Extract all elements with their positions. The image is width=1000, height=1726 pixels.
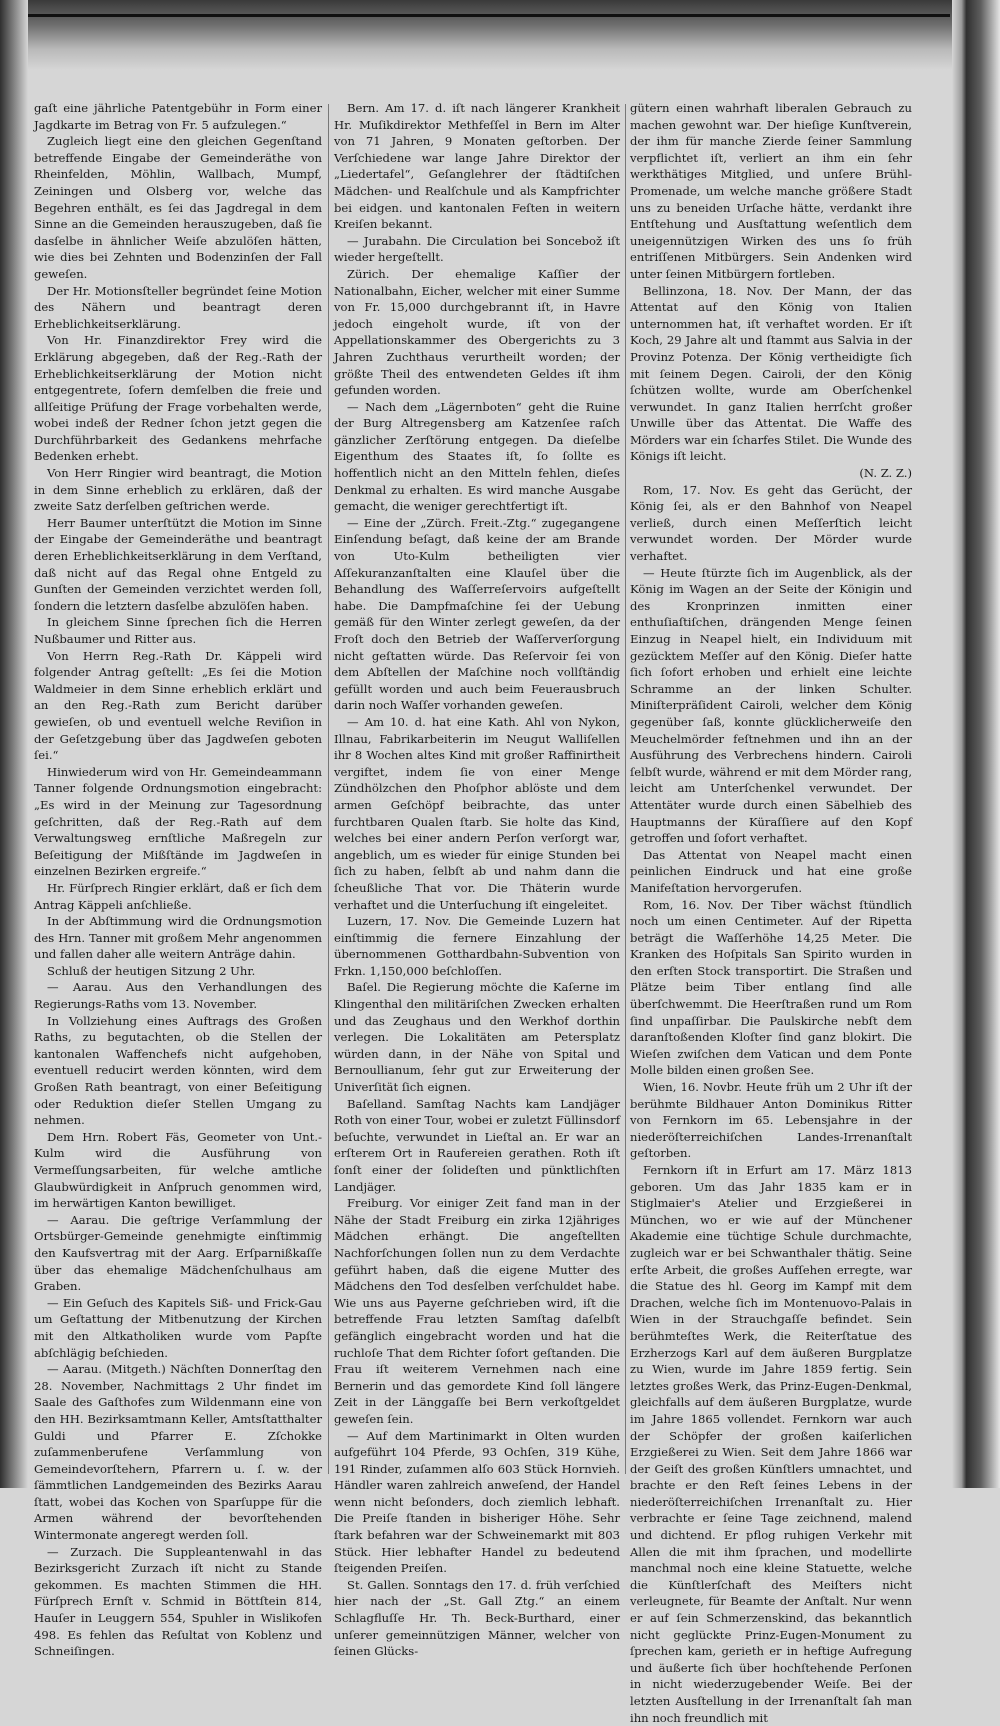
source-credit: (N. Z. Z.) <box>859 466 912 481</box>
paragraph: — Heute ſtürzte ſich im Augenblick, als der König im Wagen an der Seite der Königin und des Kronprinzen inmitten einer enthuſiaſtiſchen, drängenden Menge ſeinen Einzug in Neapel hielt, ein Individuum mit gezücktem Meſſer auf den König. Dieſer hatte ſich ſofort erhoben und erhielt eine leichte Schramme an der linken Schulter. Miniſterpräſident Cairoli, welcher dem König gegenüber ſaß, konnte glücklicherweiſe den Meuchelmörder feſtnehmen und ihn an der Ausführung des Verbrechens hindern. Cairoli ſelbſt wurde, während er mit dem Mörder rang, leicht am Unterſchenkel verwundet. Der Attentäter wurde durch einen Säbelhieb des Hauptmanns der Küraſſiere auf den Kopf getroffen und ſofort verhaftet. <box>630 565 912 846</box>
newspaper-page <box>34 100 914 1725</box>
paragraph: Zürich. Der ehemalige Kaſſier der Nationalbahn, Eicher, welcher mit einer Summe von Fr. 15,000 durchgebrannt iſt, in Havre jedoch eingeholt wurde, iſt von der Appellationskammer des Obergerichts zu 3 Jahren Zuchthaus verurtheilt worden; der größte Theil des entwendeten Geldes iſt ihm gefunden worden. <box>334 266 620 398</box>
paragraph: Herr Baumer unterſtützt die Motion im Sinne der Eingabe der Gemeinderäthe und beantragt deren Erheblichkeitserklärung in dem Verſtand, daß nicht auf das Regal ohne Entgeld zu Gunſten der Gemeinden verzichtet werden ſoll, ſondern die letztern dasſelbe abzulöſen haben. <box>34 515 322 613</box>
paragraph: Luzern, 17. Nov. Die Gemeinde Luzern hat einſtimmig die fernere Einzahlung der übernommenen Gotthardbahn-Subvention von Frkn. 1,150,000 beſchloſſen. <box>334 914 620 978</box>
paragraph: Das Attentat von Neapel macht einen peinlichen Eindruck und hat eine große Manifeſtation hervorgerufen. <box>630 847 912 895</box>
paragraph: gütern einen wahrhaft liberalen Gebrauch zu machen gewohnt war. Der hieſige Kunſtverein, der ihm für manche Zierde ſeiner Sammlung verpflichtet iſt, verliert an ihm ein ſehr werkthätiges Mitglied, und unſere Brühl-Promenade, um welche manche größere Stadt uns zu beneiden Urſache hätte, verdankt ihre Entſtehung und Ausſtattung weſentlich dem uneigennützigen Wirken des uns ſo früh entriſſenen Mitbürgers. Sein Andenken wird unter ſeinen Mitbürgern fortleben. <box>630 101 912 281</box>
paragraph: Bern. Am 17. d. iſt nach längerer Krankheit Hr. Muſikdirektor Methfeſſel in Bern im Alter von 71 Jahren, 9 Monaten geſtorben. Der Verſchiedene war lange Jahre Direktor der „Liedertafel“, Geſanglehrer der ſtädtiſchen Mädchen- und Realſchule und als Kampfrichter bei eidgen. und kantonalen Feſten in weitern Kreiſen bekannt. <box>334 101 620 232</box>
scan-top-edge <box>0 0 1000 70</box>
paragraph: In Vollziehung eines Auftrags des Großen Raths, zu begutachten, ob die Stellen der kantonalen Waffenchefs nicht aufgehoben, eventuell reducirt werden könnten, wird dem Großen Rath beantragt, von einer Beſeitigung oder Reduktion dieſer Stellen Umgang zu nehmen. <box>34 1013 322 1128</box>
scan-right-edge <box>952 0 1000 1488</box>
paragraph: Hinwiederum wird von Hr. Gemeindeammann Tanner folgende Ordnungsmotion eingebracht: „Es wird in der Meinung zur Tagesordnung geſchritten, daß der Reg.-Rath auf dem Verwaltungsweg ernſtliche Maßregeln zur Beſeitigung der Mißſtände im Jagdweſen in einzelnen Bezirken ergreife.“ <box>34 764 322 879</box>
paragraph: Der Hr. Motionsſteller begründet ſeine Motion des Nähern und beantragt deren Erheblichkeitserklärung. <box>34 283 322 331</box>
paragraph: Von Hr. Finanzdirektor Frey wird die Erklärung abgegeben, daß der Reg.-Rath der Erheblichkeitserklärung der Motion nicht entgegentrete, ſofern demſelben die freie und allſeitige Prüfung der Frage vorbehalten werde, wobei indeß der Redner ſchon jetzt gegen die Durchführbarkeit des Gedankens mehrfache Bedenken erhebt. <box>34 333 322 464</box>
paragraph: Baſel. Die Regierung möchte die Kaſerne im Klingenthal den militäriſchen Zwecken erhalten und das Zeughaus und den Werkhof dorthin verlegen. Die Lokalitäten am Petersplatz würden dann, in der Nähe von Spital und Bernoullianum, ſehr gut zur Erweiterung der Univerſität ſich eignen. <box>334 980 620 1095</box>
paragraph: — Aarau. Aus den Verhandlungen des Regierungs-Raths vom 13. November. <box>34 980 322 1012</box>
paragraph: Von Herr Ringier wird beantragt, die Motion in dem Sinne erheblich zu erklären, daß der zweite Satz derſelben geſtrichen werde. <box>34 466 322 514</box>
paragraph: Wien, 16. Novbr. Heute früh um 2 Uhr iſt der berühmte Bildhauer Anton Dominikus Ritter von Fernkorn im 65. Lebensjahre in der niederöſterreichiſchen Landes-Irrenanſtalt geſtorben. <box>630 1080 912 1161</box>
paragraph: Hr. Fürſprech Ringier erklärt, daß er ſich dem Antrag Käppeli anſchließe. <box>34 880 322 912</box>
paragraph: St. Gallen. Sonntags den 17. d. früh verſchied hier nach der „St. Gall Ztg.“ an einem Schlagfluſſe Hr. Th. Beck-Burthard, einer unſerer gemeinnützigen Männer, welcher von ſeinen Glücks- <box>334 1577 620 1659</box>
column-rule <box>625 104 626 1474</box>
paragraph: — Zurzach. Die Suppleantenwahl in das Bezirksgericht Zurzach iſt nicht zu Stande gekommen. Es machten Stimmen die HH. Fürſprech Ernſt v. Schmid in Böttſtein 814, Hauſer in Leuggern 554, Spuhler in Wislikofen 498. Es fehlen das Reſultat von Koblenz und Schneiſingen. <box>34 1544 322 1659</box>
paragraph: Zugleich liegt eine den gleichen Gegenſtand betreffende Eingabe der Gemeinderäthe von Rheinfelden, Möhlin, Wallbach, Mumpf, Zeiningen und Olsberg vor, welche das Begehren enthält, es ſei das Jagdregal in dem Sinne an die Gemeinden herauszugeben, daß ſie dasſelbe in ähnlicher Weiſe abzulöſen hätten, wie dies bei Zehnten und Bodenzinſen der Fall geweſen. <box>34 134 322 281</box>
column-3 <box>630 100 912 1725</box>
paragraph: Dem Hrn. Robert Fäs, Geometer von Unt.-Kulm wird die Ausführung von Vermeſſungsarbeiten, für welche amtliche Glaubwürdigkeit in Anſpruch genommen wird, im herwärtigen Kanton bewilliget. <box>34 1129 322 1211</box>
column-1 <box>34 100 322 1659</box>
paragraph: — Nach dem „Lägernboten“ geht die Ruine der Burg Altregensberg am Katzenſee raſch gänzlicher Zerſtörung entgegen. Da dieſelbe Eigenthum des Staates iſt, ſo ſollte es hoffentlich nicht an den Mitteln fehlen, dieſes Denkmal zu erhalten. Es wird manche Ausgabe gemacht, die weniger gerechtfertigt iſt. <box>334 399 620 514</box>
column-rule <box>328 104 329 1474</box>
paragraph: Schluß der heutigen Sitzung 2 Uhr. <box>47 963 256 978</box>
paragraph: Fernkorn iſt in Erfurt am 17. März 1813 geboren. Um das Jahr 1835 kam er in Stiglmaier's Atelier und Erzgießerei in München, wo er wie auf der Münchener Akademie eine tüchtige Schule durchmachte, zugleich war er bei Schwanthaler thätig. Seine erſte Arbeit, die großes Aufſehen erregte, war die Statue des hl. Georg im Kampf mit dem Drachen, welche ſich im Montenuovo-Palais in Wien in der Strauchgaſſe befindet. Sein berühmteſtes Werk, die Reiterſtatue des Erzherzogs Karl auf dem äußeren Burgplatze zu Wien, wurde im Jahre 1859 fertig. Sein letztes großes Werk, das Prinz-Eugen-Denkmal, gleichfalls auf dem äußeren Burgplatze, wurde im Jahre 1865 vollendet. Fernkorn war auch der Schöpfer der großen kaiſerlichen Erzgießerei zu Wien. Seit dem Jahre 1866 war der Geiſt des großen Künſtlers umnachtet, und brachte er den Reſt ſeines Lebens in der niederöſterreichiſchen Irrenanſtalt zu. Hier verbrachte er ſeine Tage zeichnend, malend und dichtend. Er pflog ruhigen Verkehr mit Allen die mit ihm ſprachen, und modellirte manchmal noch eine kleine Statuette, welche die Künſtlerſchaft des Meiſters nicht verleugnete, für Beamte der Anſtalt. Nur wenn er auf ſein Schmerzenskind, das bekanntlich nicht geglückte Prinz-Eugen-Monument zu ſprechen kam, gerieth er in heftige Aufregung und äußerte ſich über hochſtehende Perſonen in nicht wiederzugebender Weiſe. Bei der letzten Ausſtellung in der Irrenanſtalt ſah man ihn noch freundlich mit <box>630 1163 912 1725</box>
paragraph: Bellinzona, 18. Nov. Der Mann, der das Attentat auf den König von Italien unternommen hat, iſt verhaftet worden. Er iſt Koch, 29 Jahre alt und ſtammt aus Salvia in der Provinz Potenza. Der König vertheidigte ſich mit ſeinem Degen. Cairoli, der den König ſchützen wollte, wurde am Oberſchenkel verwundet. In ganz Italien herrſcht großer Unwille über das Attentat. Die Waffe des Mörders war ein ſcharfes Stilet. Die Wunde des Königs iſt leicht. <box>630 283 912 464</box>
paragraph: — Am 10. d. hat eine Kath. Ahl von Nykon, Illnau, Fabrikarbeiterin im Neugut Walliſellen ihr 8 Wochen altes Kind mit großer Raffinirtheit vergiftet, indem ſie von einer Menge Zündhölzchen den Phoſphor ablöste und dem armen Geſchöpf beibrachte, das unter furchtbaren Qualen ſtarb. Sie holte das Kind, welches bei einer andern Perſon verſorgt war, angeblich, um es wieder für einige Stunden bei ſich zu haben, ſelbſt ab und nahm dann die ſcheußliche That vor. Die Thäterin wurde verhaftet und die Unterſuchung iſt eingeleitet. <box>334 714 620 912</box>
paragraph: — Aarau. (Mitgeth.) Nächſten Donnerſtag den 28. November, Nachmittags 2 Uhr findet im Saale des Gaſthofes zum Wildenmann eine von den HH. Bezirksamtmann Keller, Amtsſtatthalter Guldi und Pfarrer E. Zſchokke zuſammenberufene Verſammlung von Gemeindevorſtehern, Pfarrern u. ſ. w. der ſämmtlichen Landgemeinden des Bezirks Aarau ſtatt, wobei das Kochen von Sparſuppe für die Armen während der bevorſtehenden Wintermonate angeregt werden ſoll. <box>34 1362 322 1543</box>
paragraph: Von Herrn Reg.-Rath Dr. Käppeli wird folgender Antrag geſtellt: „Es ſei die Motion Waldmeier in dem Sinne erheblich erklärt und an den Reg.-Rath zum Bericht darüber gewieſen, ob und eventuell welche Reviſion in der Geſetzgebung über das Jagdweſen geboten ſei.“ <box>34 648 322 763</box>
scan-left-edge <box>0 0 28 1488</box>
paragraph: In gleichem Sinne ſprechen ſich die Herren Nußbaumer und Ritter aus. <box>34 615 322 646</box>
column-2 <box>334 100 620 1659</box>
paragraph: Rom, 17. Nov. Es geht das Gerücht, der König ſei, als er den Bahnhof von Neapel verließ, durch einen Meſſerſtich leicht verwundet worden. Der Mörder wurde verhaftet. <box>630 482 912 564</box>
paragraph: Freiburg. Vor einiger Zeit fand man in der Nähe der Stadt Freiburg ein zirka 12jähriges Mädchen erhängt. Die angeſtellten Nachforſchungen ſollen nun zu dem Verdachte geführt haben, daß die eigene Mutter des Mädchens den Tod desſelben verſchuldet habe. Wie uns aus Payerne geſchrieben wird, iſt die betreffende Frau letzten Samſtag daſelbſt gefänglich eingebracht worden und hat die ruchloſe That dem Richter ſofort geſtanden. Die Frau iſt weiterem Vernehmen nach eine Bernerin und das gemordete Kind ſoll längere Zeit in der Länggaſſe bei Bern verkoſtgeldet geweſen ſein. <box>334 1196 620 1426</box>
paragraph: — Auf dem Martinimarkt in Olten wurden aufgeführt 104 Pferde, 93 Ochſen, 319 Kühe, 191 Rinder, zuſammen alſo 603 Stück Hornvieh. Händler waren zahlreich anweſend, der Handel wenn nicht beſonders, doch ziemlich lebhaft. Die Preiſe ſtanden in bisheriger Höhe. Sehr ſtark befahren war der Schweinemarkt mit 803 Stück. Hier lebhafter Handel zu bedeutend ſteigenden Preiſen. <box>334 1428 620 1576</box>
paragraph: — Ein Geſuch des Kapitels Siß- und Frick-Gau um Geſtattung der Mitbenutzung der Kirchen mit den Altkatholiken wurde vom Papſte abſchlägig beſchieden. <box>34 1295 322 1360</box>
paragraph: gaſt eine jährliche Patentgebühr in Form einer Jagdkarte im Betrag von Fr. 5 aufzulegen.“ <box>34 101 322 132</box>
paragraph: — Aarau. Die geſtrige Verſammlung der Ortsbürger-Gemeinde genehmigte einſtimmig den Kaufsvertrag mit der Aarg. Erſparnißkaſſe über das ehemalige Mädchenſchulhaus am Graben. <box>34 1212 322 1294</box>
paragraph: In der Abſtimmung wird die Ordnungsmotion des Hrn. Tanner mit großem Mehr angenommen und fallen daher alle weitern Anträge dahin. <box>34 914 322 962</box>
paragraph: — Eine der „Zürch. Freit.-Ztg.“ zugegangene Einſendung beſagt, daß keine der am Brande von Uto-Kulm betheiligten vier Aſſekuranzanſtalten eine Klauſel über die Behandlung des Waſſerreſervoirs aufgeſtellt habe. Die Dampfmaſchine ſei der Uebung gemäß für den Winter zerlegt geweſen, da der Froſt doch den Betrieb der Waſſerverſorgung nicht geſtatten würde. Das Reſervoir ſei von dem Abſtellen der Maſchine noch vollſtändig gefüllt worden und auch beim Feuerausbruch darin noch Waſſer vorhanden geweſen. <box>334 515 620 713</box>
paragraph: Rom, 16. Nov. Der Tiber wächst ſtündlich noch um einen Centimeter. Auf der Ripetta beträgt die Waſſerhöhe 14,25 Meter. Die Kranken des Hoſpitals San Spirito wurden in den erſten Stock transportirt. Die Straßen und Plätze beim Tiber entlang ſind alle überſchwemmt. Die Heerſtraßen rund um Rom ſind unpaſſirbar. Die Paulskirche nebſt dem daranſtoßenden Kloſter ſind ganz blokirt. Die Wieſen zwiſchen dem Vatican und dem Ponte Molle bilden einen großen See. <box>630 897 912 1078</box>
paragraph: — Jurabahn. Die Circulation bei Soncebož iſt wieder hergeſtellt. <box>334 233 620 265</box>
paragraph: Baſelland. Samſtag Nachts kam Landjäger Roth von einer Tour, wobei er zuletzt Füllinsdorf beſuchte, verwundet in Lieſtal an. Er war an erſterem Ort in Raufereien gerathen. Roth iſt ſonſt einer der ſolideſten und pünktlichſten Landjäger. <box>334 1096 620 1194</box>
